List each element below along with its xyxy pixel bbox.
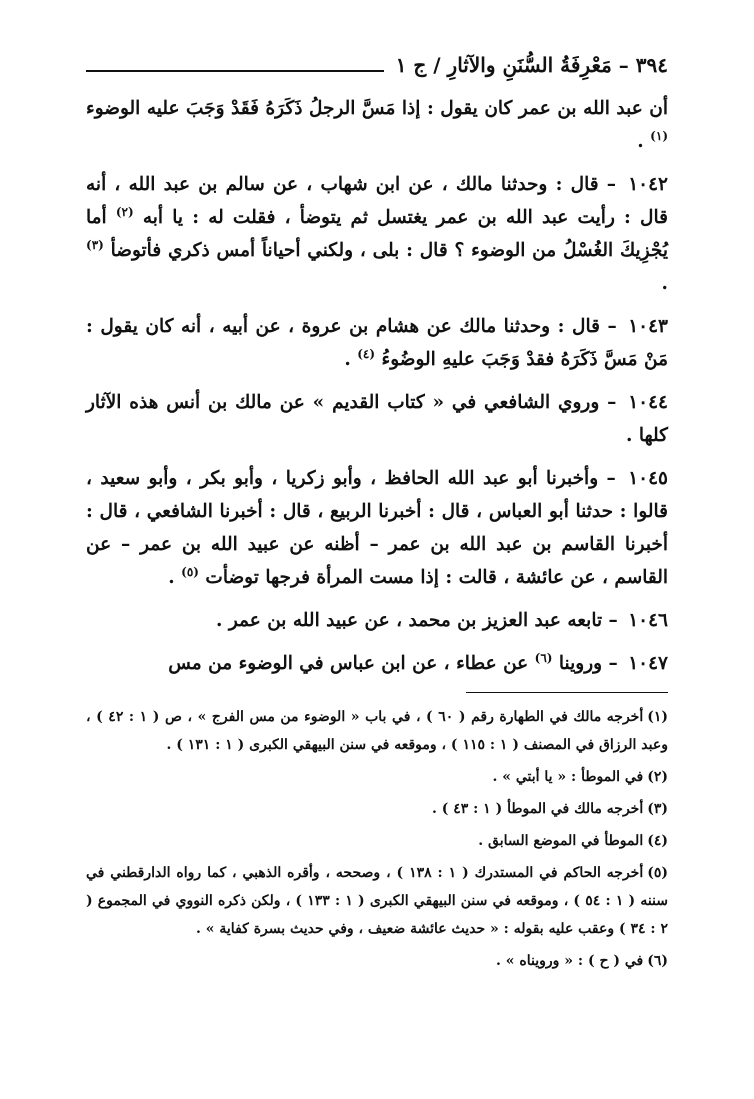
footnote-marker: (٤) <box>357 346 376 361</box>
hadith-number: ١٠٤٣ <box>628 316 668 337</box>
paragraph-1046 <box>86 604 668 637</box>
footnote-text: الموطأ في الموضع السابق . <box>478 833 644 849</box>
footnote-2 <box>86 763 668 791</box>
paragraph-text: – وأخبرنا أبو عبد الله الحافظ ، وأبو زكريا ، وأبو بكر ، وأبو سعيد ، قالوا : حدثنا أبو العباس ، قال : أخبرنا الربيع ، قال : أخبرنا الشافعي ، قال : أخبرنا القاسم بن عبد الله بن عمر – أظنه عن عبيد الله بن عمر – عن القاسم ، عن عائشة ، قالت : إذا مست المرأة فرجها توضأت <box>86 468 668 588</box>
paragraph-text: – تابعه عبد العزيز بن محمد ، عن عبيد الله بن عمر . <box>215 610 618 631</box>
paragraph-1044 <box>86 386 668 452</box>
paragraph-tail: . <box>661 273 668 294</box>
footnote-number: (٦) <box>647 953 668 969</box>
footnote-text: في الموطأ : « يا أبتي » . <box>492 769 644 785</box>
paragraph-text: أن عبد الله بن عمر كان يقول : إذا مَسَّ الرجلُ ذَكَرَهُ فَقَدْ وَجَبَ عليه الوضوء <box>86 98 668 119</box>
paragraph-tail: أما يُجْزِيكَ الغُسْلُ من الوضوء ؟ قال : بلى ، ولكني أحياناً أمس ذكري فأتوضأ <box>86 207 668 261</box>
page-header <box>86 50 668 80</box>
paragraph-tail: . <box>637 131 651 152</box>
footnote-3 <box>86 795 668 823</box>
hadith-number: ١٠٤٢ <box>628 174 668 195</box>
footnote-4 <box>86 827 668 855</box>
footnote-marker: (٢) <box>115 204 134 219</box>
paragraph-1042 <box>86 168 668 300</box>
paragraph-text: – وروي الشافعي في « كتاب القديم » عن مالك بن أنس هذه الآثار كلها . <box>86 392 668 446</box>
footnote-number: (١) <box>647 709 669 725</box>
footnote-text: في ( ح ) : « ورويناه » . <box>496 953 644 969</box>
main-text <box>86 92 668 690</box>
footnote-marker: (٣) <box>86 237 104 252</box>
hadith-number: ١٠٤٥ <box>628 468 668 489</box>
footnote-5 <box>86 859 668 943</box>
hadith-number: ١٠٤٧ <box>628 653 668 674</box>
paragraph-1047 <box>86 647 668 680</box>
footnote-marker: (٥) <box>181 564 199 579</box>
paragraph-intro <box>86 92 668 158</box>
paragraph-text: – وروينا <box>558 653 618 674</box>
footnote-1 <box>86 703 668 759</box>
footnote-number: (٥) <box>647 865 669 881</box>
paragraph-tail: عن عطاء ، عن ابن عباس في الوضوء من مس <box>168 653 535 674</box>
footnote-6 <box>86 947 668 975</box>
footnote-number: (٣) <box>647 801 668 817</box>
footnote-separator <box>466 692 668 693</box>
paragraph-tail: . <box>168 567 182 588</box>
paragraph-text: – قال : وحدثنا مالك عن هشام بن عروة ، عن أبيه ، أنه كان يقول : مَنْ مَسَّ ذَكَرَهُ فقدْ وَجَبَ عليهِ الوضُوءُ <box>86 316 668 370</box>
paragraph-text: – قال : وحدثنا مالك ، عن ابن شهاب ، عن سالم بن عبد الله ، أنه قال : رأيت عبد الله بن عمر يغتسل ثم يتوضأ ، فقلت له : يا أبه <box>86 174 668 228</box>
footnote-marker: (١) <box>650 128 668 143</box>
paragraph-tail: . <box>344 349 358 370</box>
footnote-text: أخرجه مالك في الطهارة رقم ( ٦٠ ) ، في باب « الوضوء من مس الفرج » ، ص ( ١ : ٤٢ ) ، وعبد الرزاق في المصنف ( ١ : ١١٥ ) ، وموقعه في سنن البيهقي الكبرى ( ١ : ١٣١ ) . <box>86 709 668 753</box>
paragraph-1043 <box>86 310 668 376</box>
hadith-number: ١٠٤٦ <box>628 610 668 631</box>
footnote-number: (٤) <box>647 833 668 849</box>
header-rule <box>86 70 384 72</box>
running-title: ٣٩٤ – مَعْرِفَةُ السُّنَنِ والآثارِ / ج ١ <box>395 53 668 77</box>
footnote-text: أخرجه مالك في الموطأ ( ١ : ٤٣ ) . <box>431 801 644 817</box>
paragraph-1045 <box>86 462 668 594</box>
footnote-text: أخرجه الحاكم في المستدرك ( ١ : ١٣٨ ) ، وصححه ، وأقره الذهبي ، كما رواه الدارقطني في سننه ( ١ : ٥٤ ) ، وموقعه في سنن البيهقي الكبرى ( ١ : ١٣٣ ) ، ولكن ذكره النووي في المجموع ( ٢ : ٣٤ ) وعقب عليه بقوله : « حديث عائشة ضعيف ، وفي حديث بسرة كفاية » . <box>86 865 669 937</box>
footnote-number: (٢) <box>647 769 668 785</box>
footnote-marker: (٦) <box>534 650 553 665</box>
hadith-number: ١٠٤٤ <box>628 392 668 413</box>
footnotes <box>86 703 668 979</box>
